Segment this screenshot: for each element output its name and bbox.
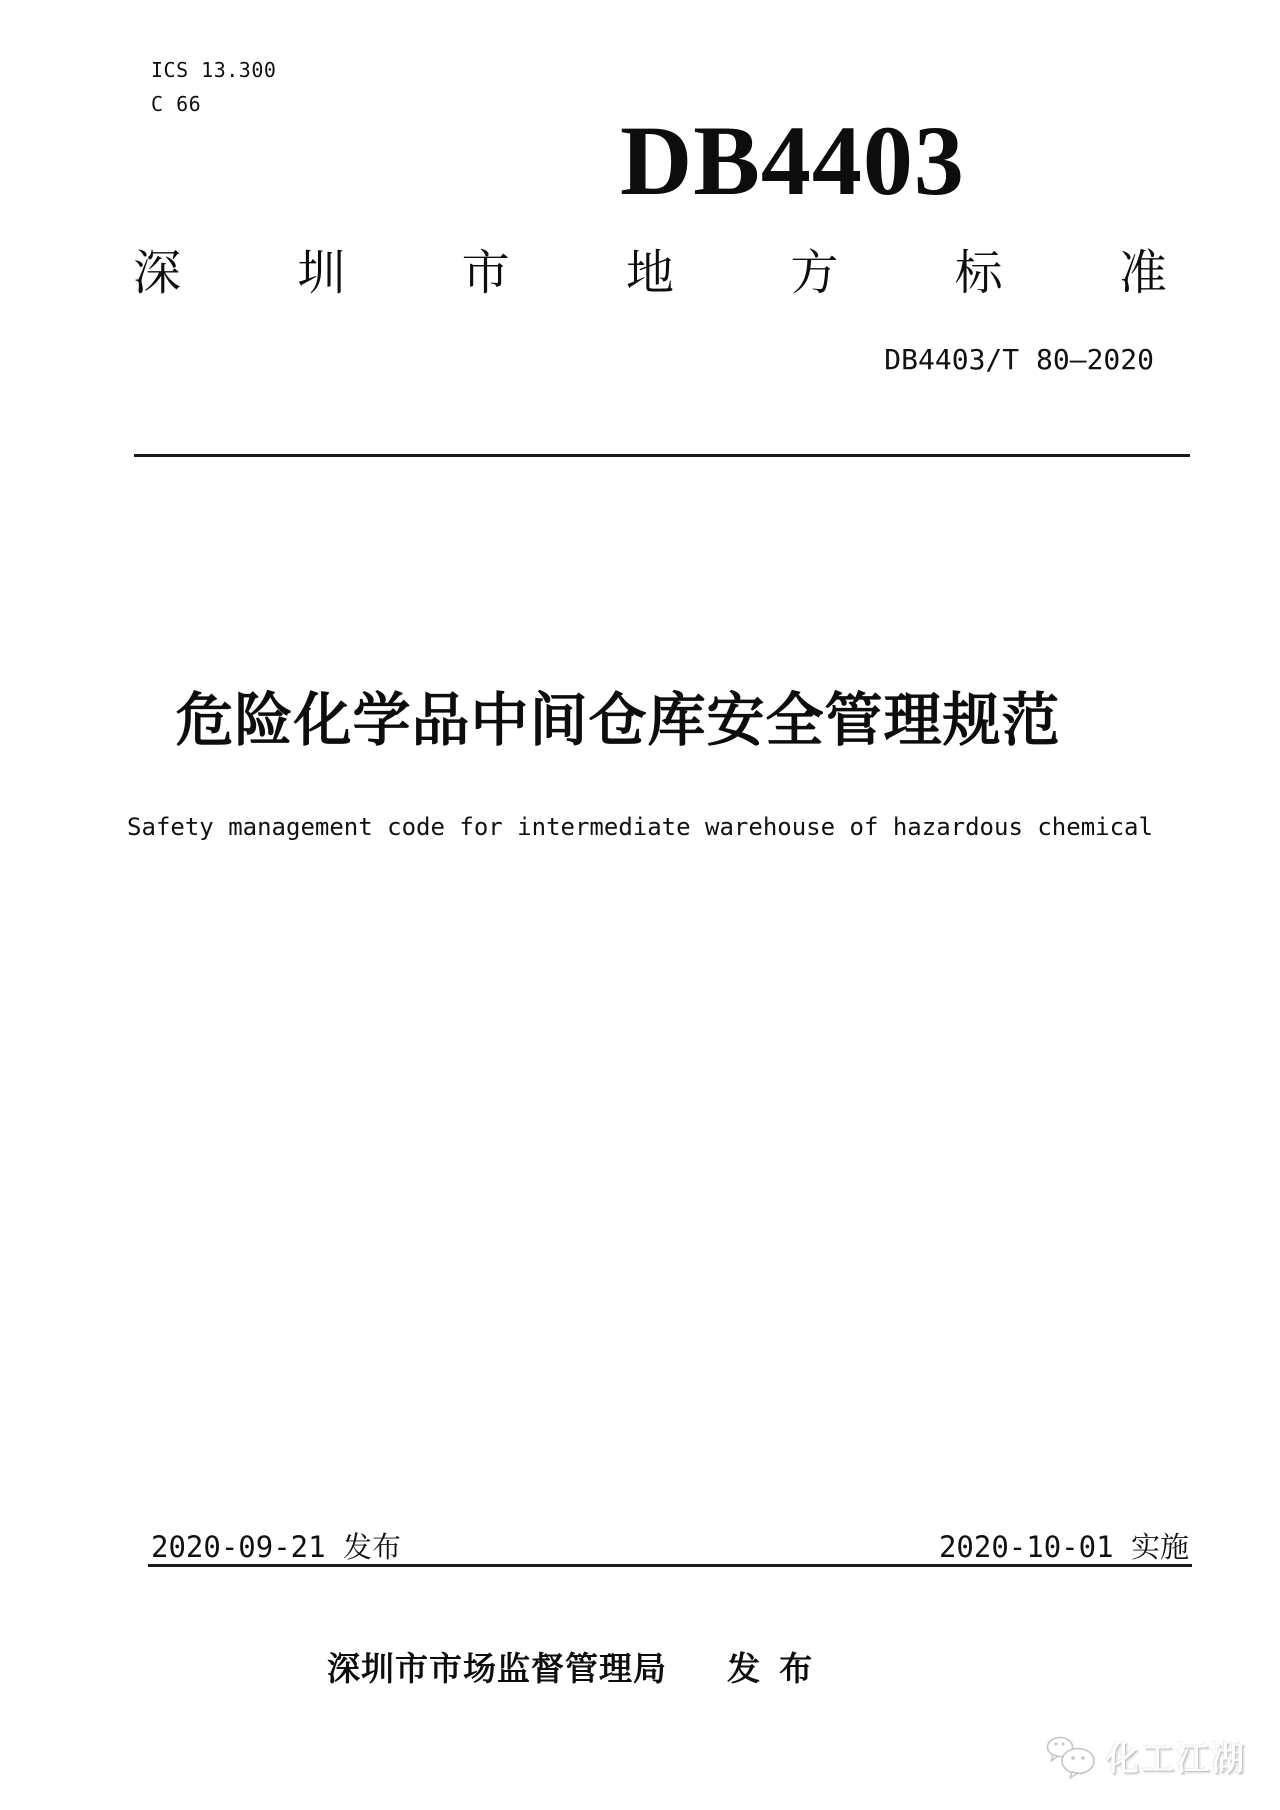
dates-row	[151, 1530, 1189, 1564]
issue-date: 2020-09-21 发布	[151, 1530, 402, 1564]
ics-code: ICS 13.300	[151, 58, 277, 82]
publisher-row	[327, 1652, 813, 1685]
header-rule	[134, 454, 1190, 457]
watermark-text: 化工江湖	[1106, 1739, 1246, 1777]
standard-code-large: DB4403	[620, 105, 965, 216]
publish-action-label: 发 布	[727, 1650, 814, 1687]
publisher-name: 深圳市市场监督管理局	[327, 1650, 667, 1687]
document-number: DB4403/T 80—2020	[884, 343, 1154, 376]
wechat-icon	[1046, 1736, 1098, 1780]
implementation-date: 2020-10-01 实施	[938, 1530, 1189, 1564]
classification-code: C 66	[151, 92, 202, 116]
standard-type-heading: 深 圳 市 地 方 标 准	[133, 247, 1167, 300]
watermark	[1046, 1736, 1246, 1780]
footer-rule	[148, 1564, 1192, 1567]
document-title-english: Safety management code for intermediate warehouse of hazardous chemical	[127, 813, 1153, 841]
document-title-chinese: 危险化学品中间仓库安全管理规范	[175, 688, 1061, 753]
